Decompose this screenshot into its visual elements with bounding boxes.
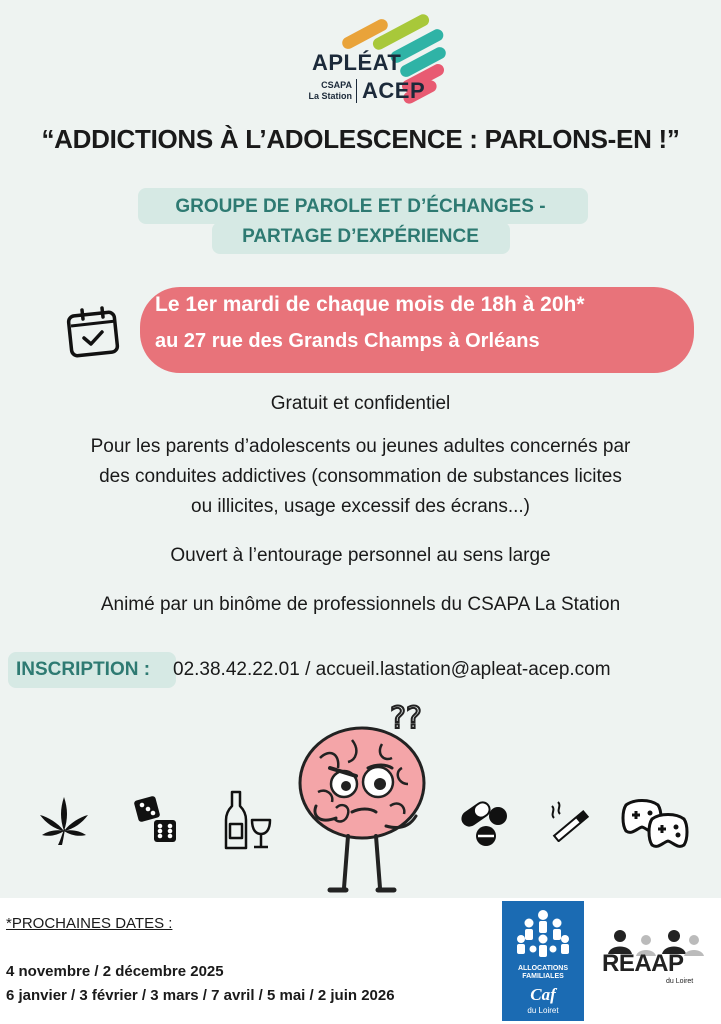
caf-logo (502, 901, 584, 1021)
gamepad-icon (618, 797, 694, 855)
subtitle-line-2: PARTAGE D’EXPÉRIENCE (242, 226, 479, 247)
caf-line-1: ALLOCATIONS (517, 965, 569, 972)
question-marks: ?? (390, 701, 422, 736)
reaap-name: REAAP (602, 950, 684, 977)
caf-family-icon (513, 907, 573, 963)
logo-apleat: APLÉAT (312, 50, 402, 75)
schedule-time: Le 1er mardi de chaque mois de 18h à 20h* (155, 293, 585, 316)
registration-contact[interactable]: 02.38.42.22.01 / accueil.lastation@apleat-acep.com (173, 659, 611, 680)
caf-line-2: FAMILIALES (522, 973, 564, 980)
free-confidential-text: Gratuit et confidentiel (270, 393, 451, 414)
logo-csapa: CSAPA (321, 80, 352, 90)
pills-icon (458, 798, 510, 848)
logo-station: La Station (308, 91, 352, 101)
subtitle-line-1: GROUPE DE PAROLE ET D’ÉCHANGES - (175, 196, 546, 217)
caf-region: du Loiret (527, 1006, 559, 1015)
dice-icon (132, 796, 182, 846)
facilitator-text: Animé par un binôme de professionnels du CSAPA La Station (100, 594, 621, 615)
cigarette-icon (548, 800, 592, 842)
audience-text: Pour les parents d’adolescents ou jeunes adultes concernés par des conduites addictives (consommation de substances licites ou illicites, usage excessif des écrans...) (90, 436, 631, 517)
apleat-acep-logo (270, 6, 460, 106)
logo-acep: ACEP (362, 78, 426, 103)
calendar-check-icon (66, 306, 122, 358)
caf-name: Caf (530, 985, 556, 1004)
registration-label: INSCRIPTION : (16, 659, 151, 680)
dates-2026: 6 janvier / 3 février / 3 mars / 7 avril / 5 mai / 2 juin 2026 (6, 987, 395, 1004)
reaap-logo (598, 928, 710, 992)
open-to-family-text: Ouvert à l’entourage personnel au sens large (170, 545, 551, 566)
dates-2025: 4 novembre / 2 décembre 2025 (6, 963, 224, 980)
schedule-address: au 27 rue des Grands Champs à Orléans (155, 330, 540, 352)
page-title: “ADDICTIONS À L’ADOLESCENCE : PARLONS-EN !” (41, 124, 680, 154)
next-dates-label: *PROCHAINES DATES : (6, 915, 173, 932)
cannabis-leaf-icon (38, 795, 90, 847)
bottle-glass-icon (222, 790, 274, 852)
brain-mascot (290, 688, 440, 898)
reaap-region: du Loiret (666, 978, 694, 985)
